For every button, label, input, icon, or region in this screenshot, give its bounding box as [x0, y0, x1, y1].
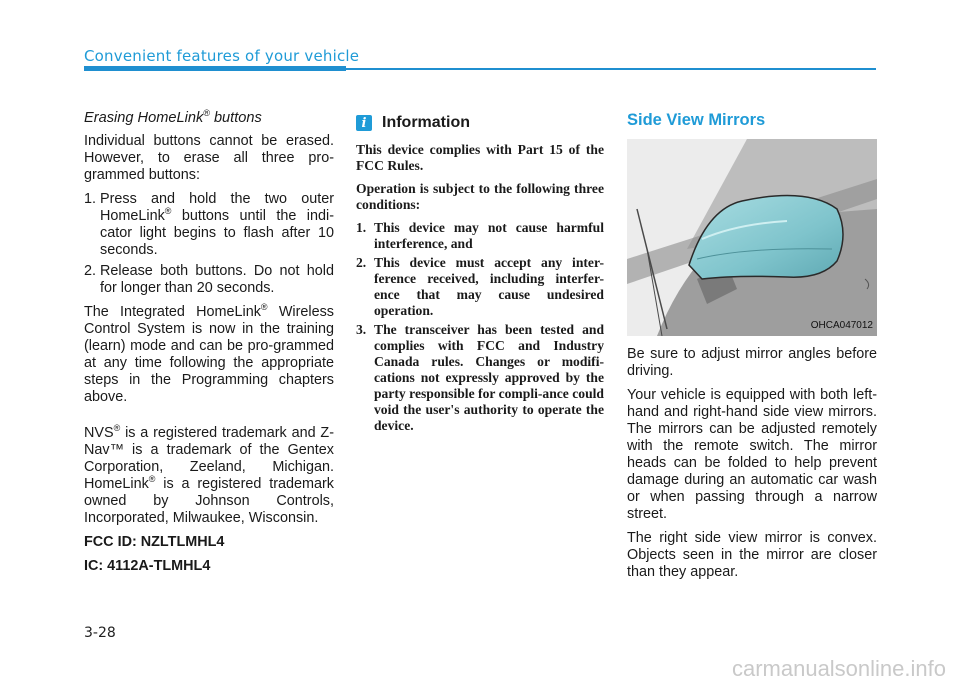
fcc-part15: This device complies with Part 15 of the FCC Rules.: [356, 142, 604, 173]
mirror-para-1: Be sure to adjust mirror angles before driving.: [627, 346, 877, 379]
erase-steps: [84, 191, 334, 297]
information-title: Information: [382, 114, 470, 131]
mirror-para-3: The right side view mirror is convex. Objects seen in the mirror are closer than they appear.: [627, 530, 877, 580]
fcc-notice: [356, 142, 604, 434]
list-item: 3. The transceiver has been tested and complies with FCC and Industry Canada rules. Changes or modifi-cations not expressly approved by the party responsible for compli-ance could void the user's authority to operate the device.: [356, 322, 604, 433]
ic-id: IC: 4112A-TLMHL4: [84, 558, 211, 574]
watermark: carmanualsonline.info: [731, 656, 946, 681]
information-header: [356, 114, 604, 132]
trademark-para: NVS® is a registered trademark and Z-Nav™ is a trademark of the Gentex Corporation, Zeeland, Michigan. HomeLink® is a registered trademark owned by Johnson Controls, Incorporated, Milwaukee, Wisconsin.: [84, 423, 334, 526]
column-side-mirrors: [627, 110, 877, 588]
header-rule-thin: [346, 68, 876, 70]
list-item: 1. This device may not cause harmful interference, and: [356, 220, 604, 251]
column-homelink: [84, 110, 334, 582]
column-information: [356, 110, 604, 437]
fcc-id: FCC ID: NZLTLMHL4: [84, 534, 225, 550]
figure-code: OHCA047012: [810, 320, 873, 331]
mirror-para-2: Your vehicle is equipped with both left-hand and right-hand side view mirrors. The mirrors can be adjusted remotely with the remote switch. The mirror heads can be folded to help prevent damage during an automatic car wash or when passing through a narrow street.: [627, 387, 877, 522]
header-rule-thick: [84, 66, 346, 71]
side-mirror-illustration: [627, 139, 877, 336]
list-item: 2. This device must accept any inter-ference received, including interfer-ence that may cause undesired operation.: [356, 255, 604, 318]
section-header: Convenient features of your vehicle: [84, 47, 360, 65]
erasing-subtitle: Erasing HomeLink® buttons: [84, 108, 262, 126]
training-mode-para: The Integrated HomeLink® Wireless Control System is now in the training (learn) mode and can be pro-grammed at any time following the appropriate steps in the Programming chapters above.: [84, 302, 334, 405]
list-item: 1. Press and hold the two outer HomeLink® buttons until the indi-cator light begins to flash after 10 seconds.: [84, 191, 334, 258]
list-item: 2. Release both buttons. Do not hold for longer than 20 seconds.: [84, 263, 334, 296]
page-number: 3-28: [84, 625, 116, 641]
mirror-drawing: [627, 139, 877, 336]
erase-intro: Individual buttons cannot be erased. However, to erase all three pro-grammed buttons:: [84, 133, 334, 183]
info-icon: i: [356, 115, 372, 131]
fcc-condition-list: [356, 220, 604, 434]
fcc-conditions: Operation is subject to the following three conditions:: [356, 181, 604, 212]
side-mirrors-title: Side View Mirrors: [627, 111, 766, 129]
